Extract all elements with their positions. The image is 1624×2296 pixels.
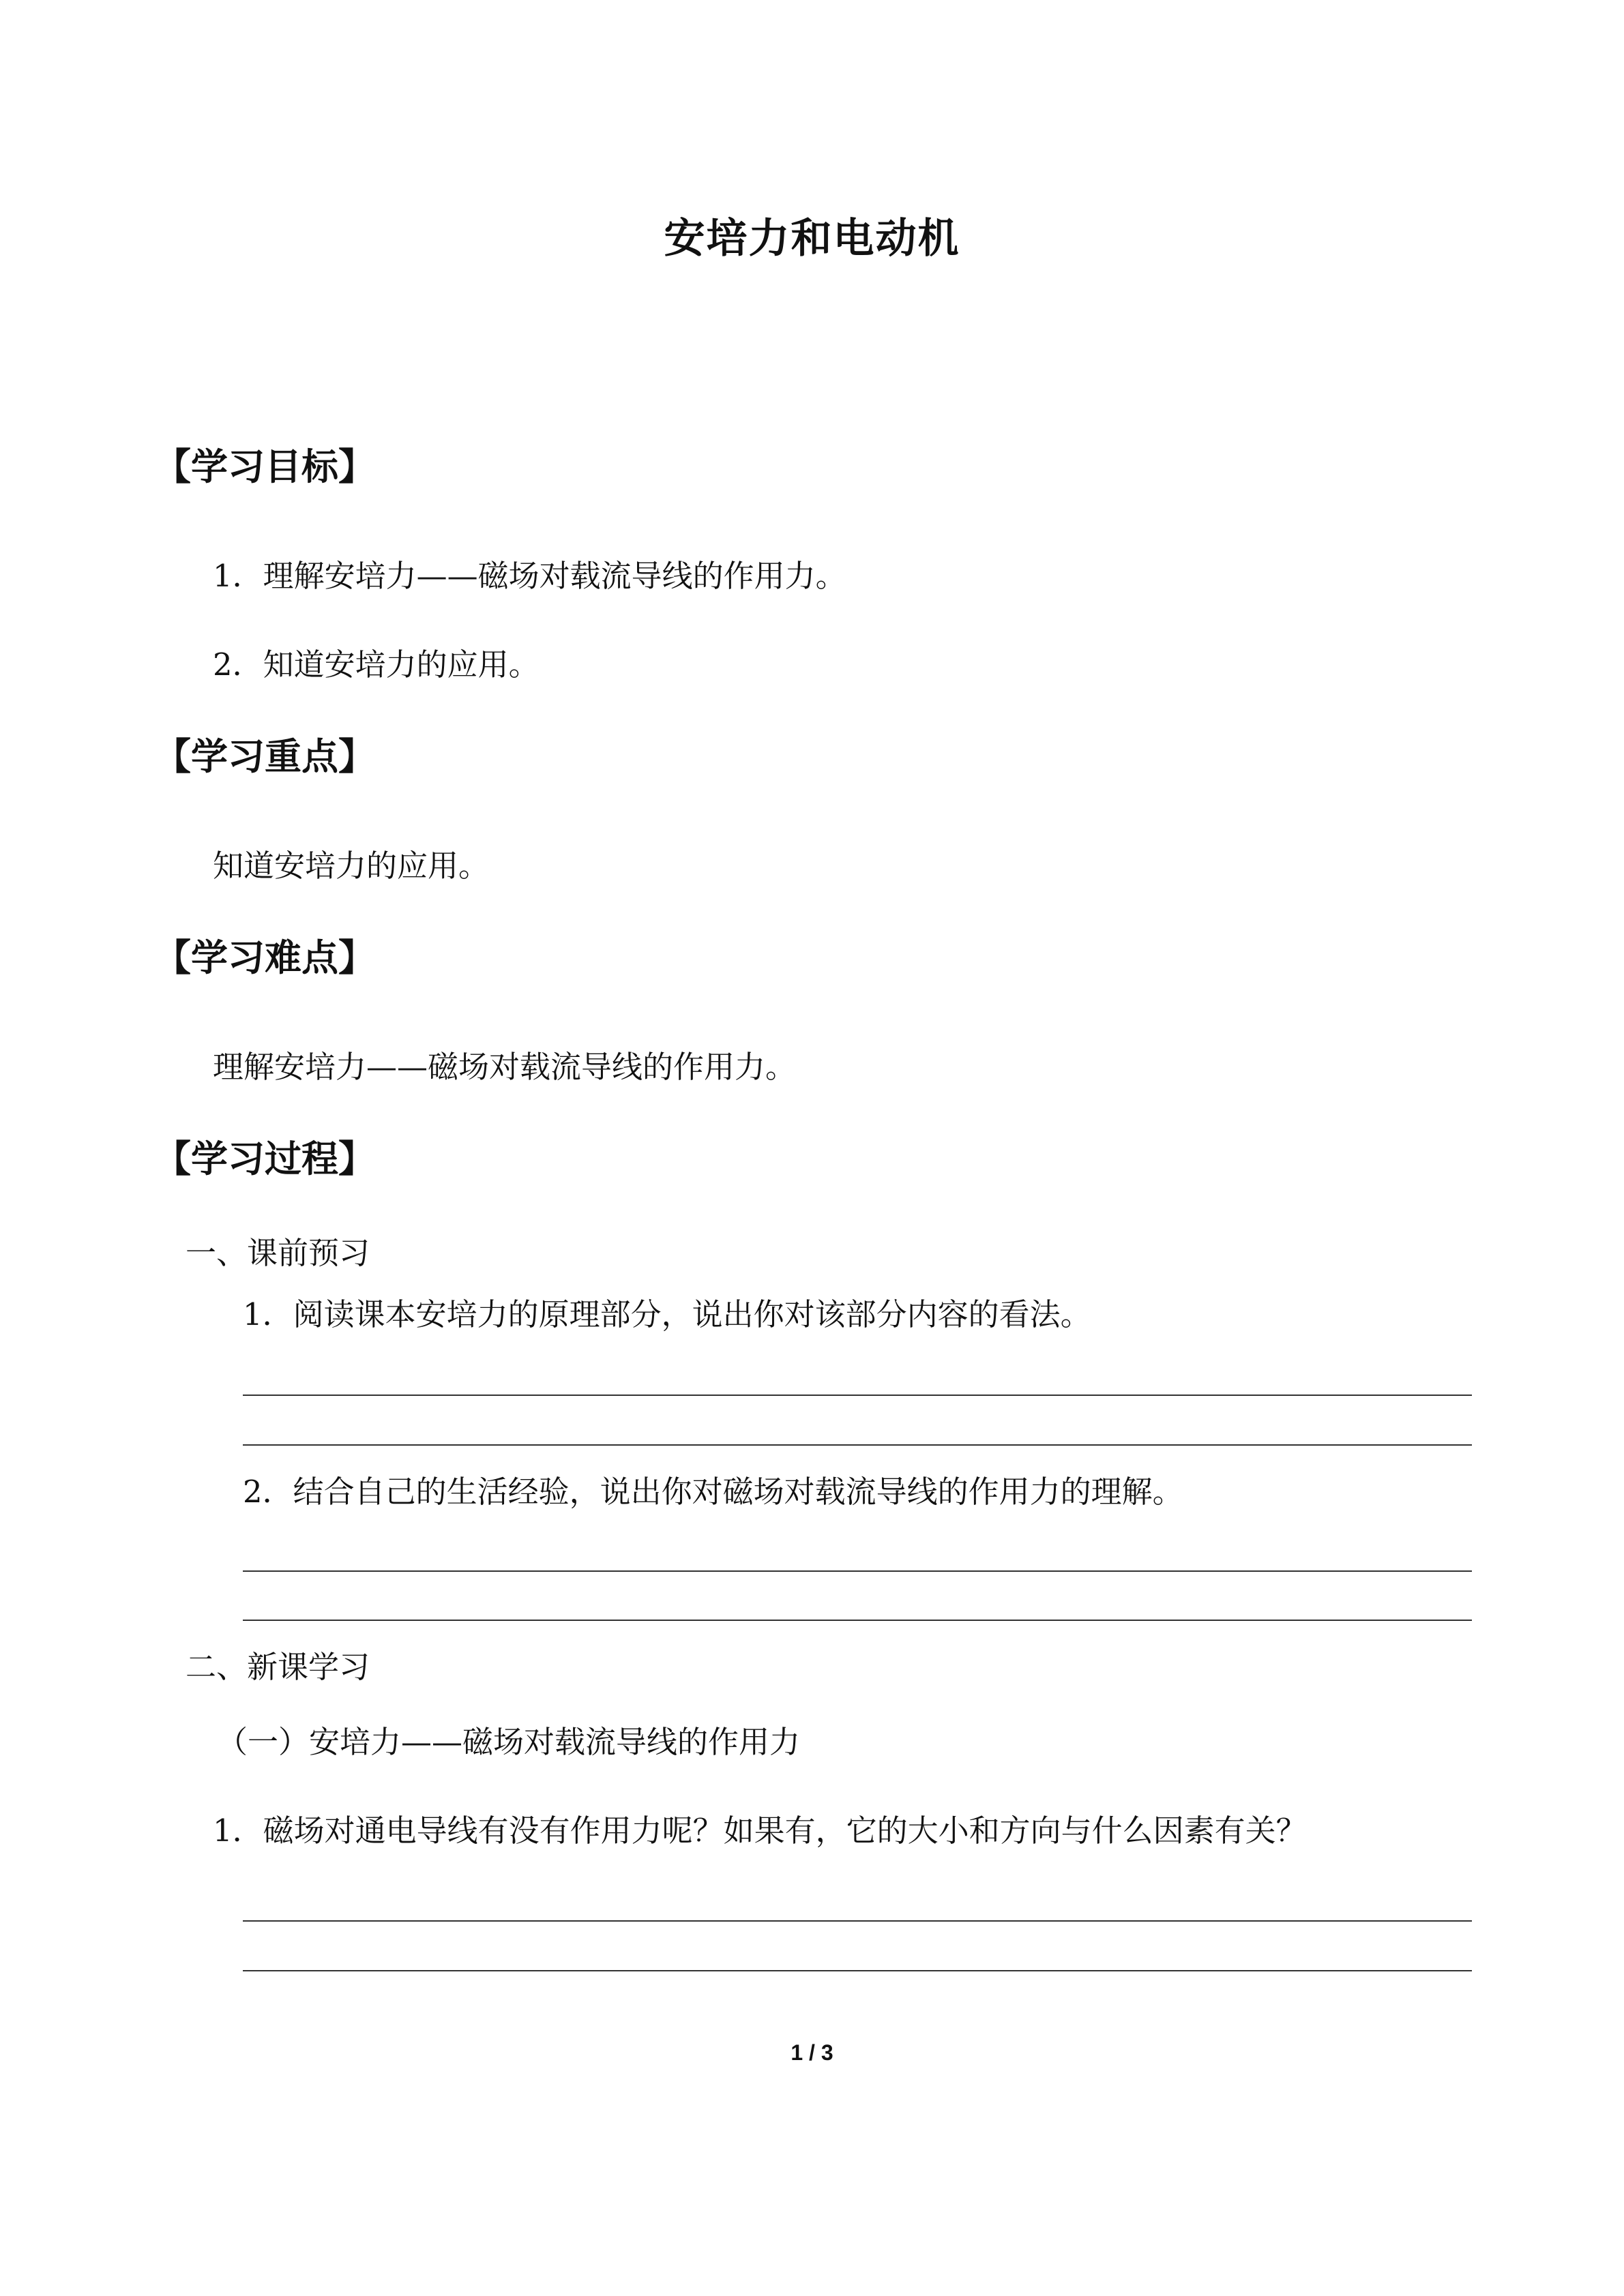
process-heading: 【学习过程】 [154, 1137, 375, 1180]
new-lesson-subheading: （一）安培力——磁场对载流导线的作用力 [217, 1724, 801, 1760]
document-title: 安培力和电动机 [664, 215, 960, 263]
objective-item-1: 1．理解安培力——磁场对载流导线的作用力。 [213, 558, 846, 594]
answer-line [243, 1970, 1472, 1971]
difficulties-text: 理解安培力——磁场对载流导线的作用力。 [213, 1049, 797, 1085]
preview-question-1: 1．阅读课本安培力的原理部分，说出你对该部分内容的看法。 [243, 1296, 1091, 1332]
key-points-text: 知道安培力的应用。 [213, 848, 490, 884]
preview-heading: 一、课前预习 [186, 1235, 370, 1271]
objective-item-2: 2．知道安培力的应用。 [213, 646, 540, 683]
preview-question-2: 2．结合自己的生活经验，说出你对磁场对载流导线的作用力的理解。 [243, 1474, 1183, 1510]
answer-line [243, 1444, 1472, 1446]
new-lesson-question-1: 1．磁场对通电导线有没有作用力呢？如果有，它的大小和方向与什么因素有关？ [213, 1813, 1307, 1849]
key-points-heading: 【学习重点】 [154, 735, 375, 778]
answer-line [243, 1620, 1472, 1621]
page-number: 1 / 3 [791, 2040, 833, 2065]
difficulties-heading: 【学习难点】 [154, 936, 375, 979]
answer-line [243, 1570, 1472, 1572]
answer-line [243, 1395, 1472, 1396]
answer-line [243, 1920, 1472, 1922]
new-lesson-heading: 二、新课学习 [186, 1649, 370, 1685]
objectives-heading: 【学习目标】 [154, 445, 375, 488]
